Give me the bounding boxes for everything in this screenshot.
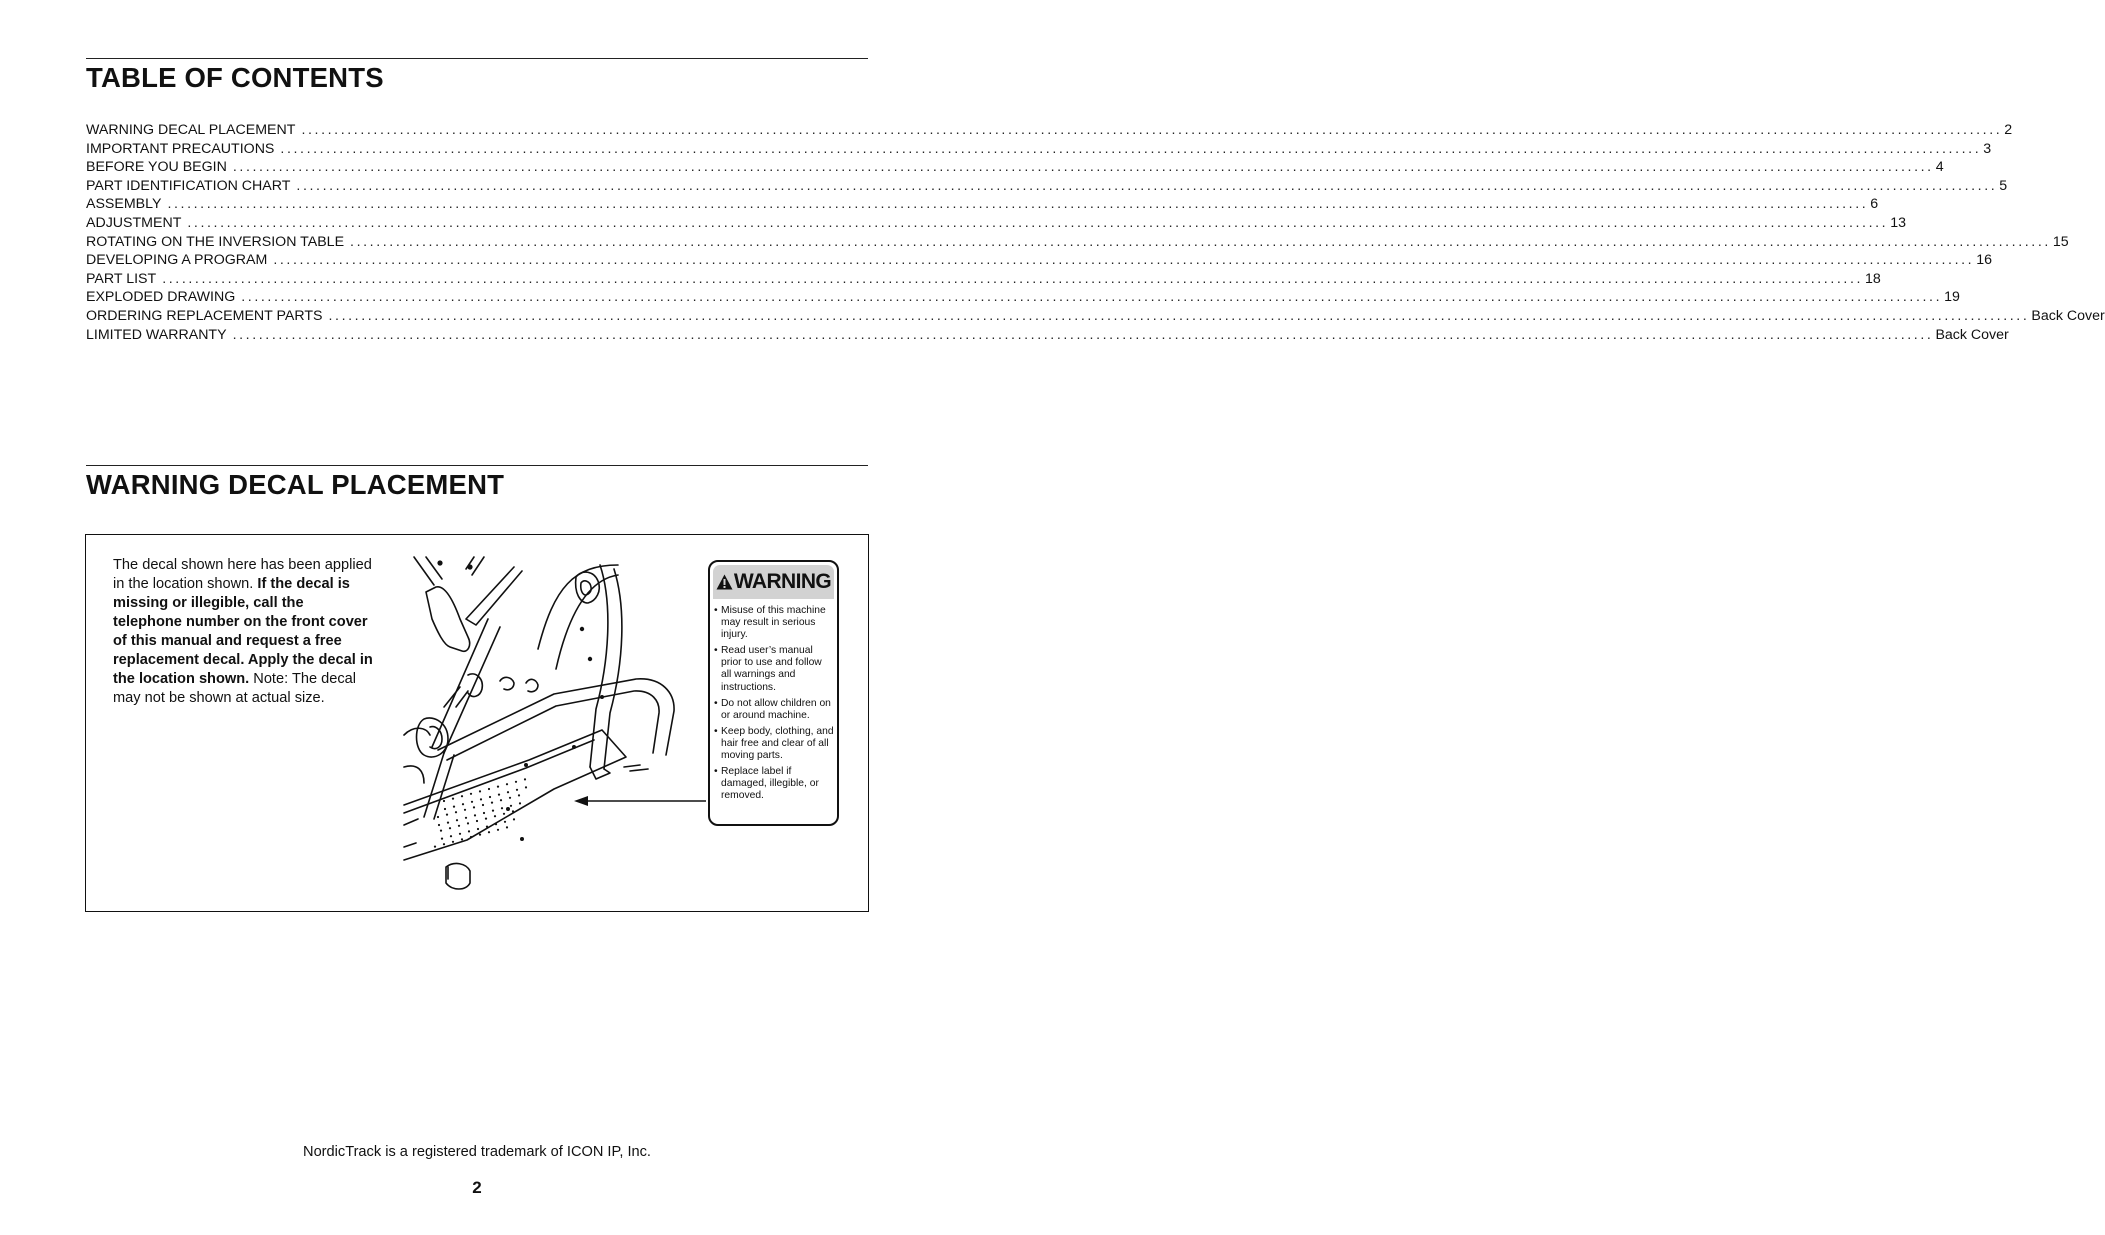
trademark-notice: NordicTrack is a registered trademark of ICON IP, Inc.	[303, 1144, 651, 1160]
page-number: 2	[472, 1178, 482, 1197]
toc-dot-leader: ....................................................................................................................................................................................................................................................................	[232, 159, 1934, 176]
toc-entry	[86, 233, 2069, 252]
toc-entry-title: EXPLODED DRAWING	[86, 289, 236, 306]
toc-dot-leader: ....................................................................................................................................................................................................................................................................	[241, 289, 1943, 306]
toc-entry-page: 3	[1983, 140, 1992, 157]
warning-decal-item: • Replace label if damaged, illegible, or removed.	[714, 766, 834, 802]
toc-entry	[86, 140, 1992, 159]
decal-section-heading: WARNING DECAL PLACEMENT	[86, 469, 505, 500]
toc-entry-title: PART IDENTIFICATION CHART	[86, 177, 291, 194]
toc-entry-page: Back Cover	[2031, 307, 2105, 324]
toc-dot-leader: ....................................................................................................................................................................................................................................................................	[187, 214, 1889, 231]
toc-entry-page: 15	[2052, 233, 2069, 250]
toc-entry-title: LIMITED WARRANTY	[86, 326, 227, 343]
toc-dot-leader: ....................................................................................................................................................................................................................................................................	[301, 122, 2003, 138]
toc-top-rule	[86, 58, 868, 59]
warning-triangle-icon	[716, 574, 733, 590]
warning-decal-item: • Read user’s manual prior to use and follow all warnings and instructions.	[714, 645, 834, 693]
decal-intro-text: The decal shown here has been applied in the location shown.	[113, 557, 372, 592]
toc-list	[86, 121, 2105, 344]
decal-section-top-rule	[86, 465, 868, 466]
toc-entry-title: WARNING DECAL PLACEMENT	[86, 122, 296, 138]
toc-dot-leader: ....................................................................................................................................................................................................................................................................	[167, 196, 1869, 213]
decal-bold-instruction: If the decal is missing or illegible, call the telephone number on the front cover of this manual and request a free replacement decal. Apply the decal in the location shown.	[113, 576, 373, 687]
toc-entry	[86, 195, 1879, 214]
toc-entry-title: ORDERING REPLACEMENT PARTS	[86, 307, 323, 324]
warning-decal-header	[713, 565, 834, 599]
toc-entry-page: 16	[1976, 252, 1992, 269]
toc-heading: TABLE OF CONTENTS	[86, 62, 384, 93]
toc-entry	[86, 251, 1992, 270]
toc-dot-leader: ....................................................................................................................................................................................................................................................................	[162, 270, 1864, 287]
warning-decal-item: • Keep body, clothing, and hair free and clear of all moving parts.	[714, 726, 834, 762]
warning-decal-item: • Do not allow children on or around machine.	[714, 698, 834, 722]
toc-dot-leader: ....................................................................................................................................................................................................................................................................	[232, 326, 1934, 343]
warning-decal-title: WARNING	[733, 570, 832, 593]
toc-entry-page: 2	[2004, 122, 2013, 138]
toc-entry-title: ROTATING ON THE INVERSION TABLE	[86, 233, 345, 250]
toc-entry-title: PART LIST	[86, 270, 157, 287]
toc-entry	[86, 326, 2009, 345]
toc-dot-leader: ....................................................................................................................................................................................................................................................................	[280, 140, 1982, 157]
toc-entry-page: 18	[1865, 270, 1881, 287]
toc-entry	[86, 288, 1960, 307]
toc-entry	[86, 121, 2013, 140]
toc-dot-leader: ....................................................................................................................................................................................................................................................................	[350, 233, 2051, 250]
toc-entry	[86, 270, 1881, 289]
toc-entry-title: DEVELOPING A PROGRAM	[86, 252, 268, 269]
toc-entry-title: ADJUSTMENT	[86, 214, 182, 231]
decal-placement-box	[85, 534, 869, 912]
toc-entry-title: ASSEMBLY	[86, 196, 162, 213]
toc-entry-page: 13	[1890, 214, 1907, 231]
toc-entry-title: IMPORTANT PRECAUTIONS	[86, 140, 275, 157]
toc-entry-title: BEFORE YOU BEGIN	[86, 159, 227, 176]
toc-entry-page: 4	[1935, 159, 1944, 176]
warning-decal-item: • Misuse of this machine may result in serious injury.	[714, 605, 834, 641]
decal-instructions	[113, 556, 375, 708]
toc-dot-leader: ....................................................................................................................................................................................................................................................................	[328, 307, 2030, 324]
toc-entry	[86, 158, 1944, 177]
toc-entry	[86, 307, 2105, 326]
toc-entry-page: Back Cover	[1935, 326, 2009, 343]
warning-decal	[708, 560, 839, 826]
toc-entry-page: 5	[1999, 177, 2008, 194]
toc-dot-leader: ....................................................................................................................................................................................................................................................................	[273, 252, 1975, 269]
toc-entry-page: 6	[1870, 196, 1879, 213]
toc-entry	[86, 214, 1907, 233]
warning-decal-items	[710, 605, 837, 802]
toc-entry-page: 19	[1944, 289, 1960, 306]
decal-note-text: Note: The decal may not be shown at actual size.	[113, 671, 357, 706]
toc-dot-leader: ....................................................................................................................................................................................................................................................................	[296, 177, 1998, 194]
inversion-table-illustration	[404, 557, 704, 897]
toc-entry	[86, 177, 2008, 196]
